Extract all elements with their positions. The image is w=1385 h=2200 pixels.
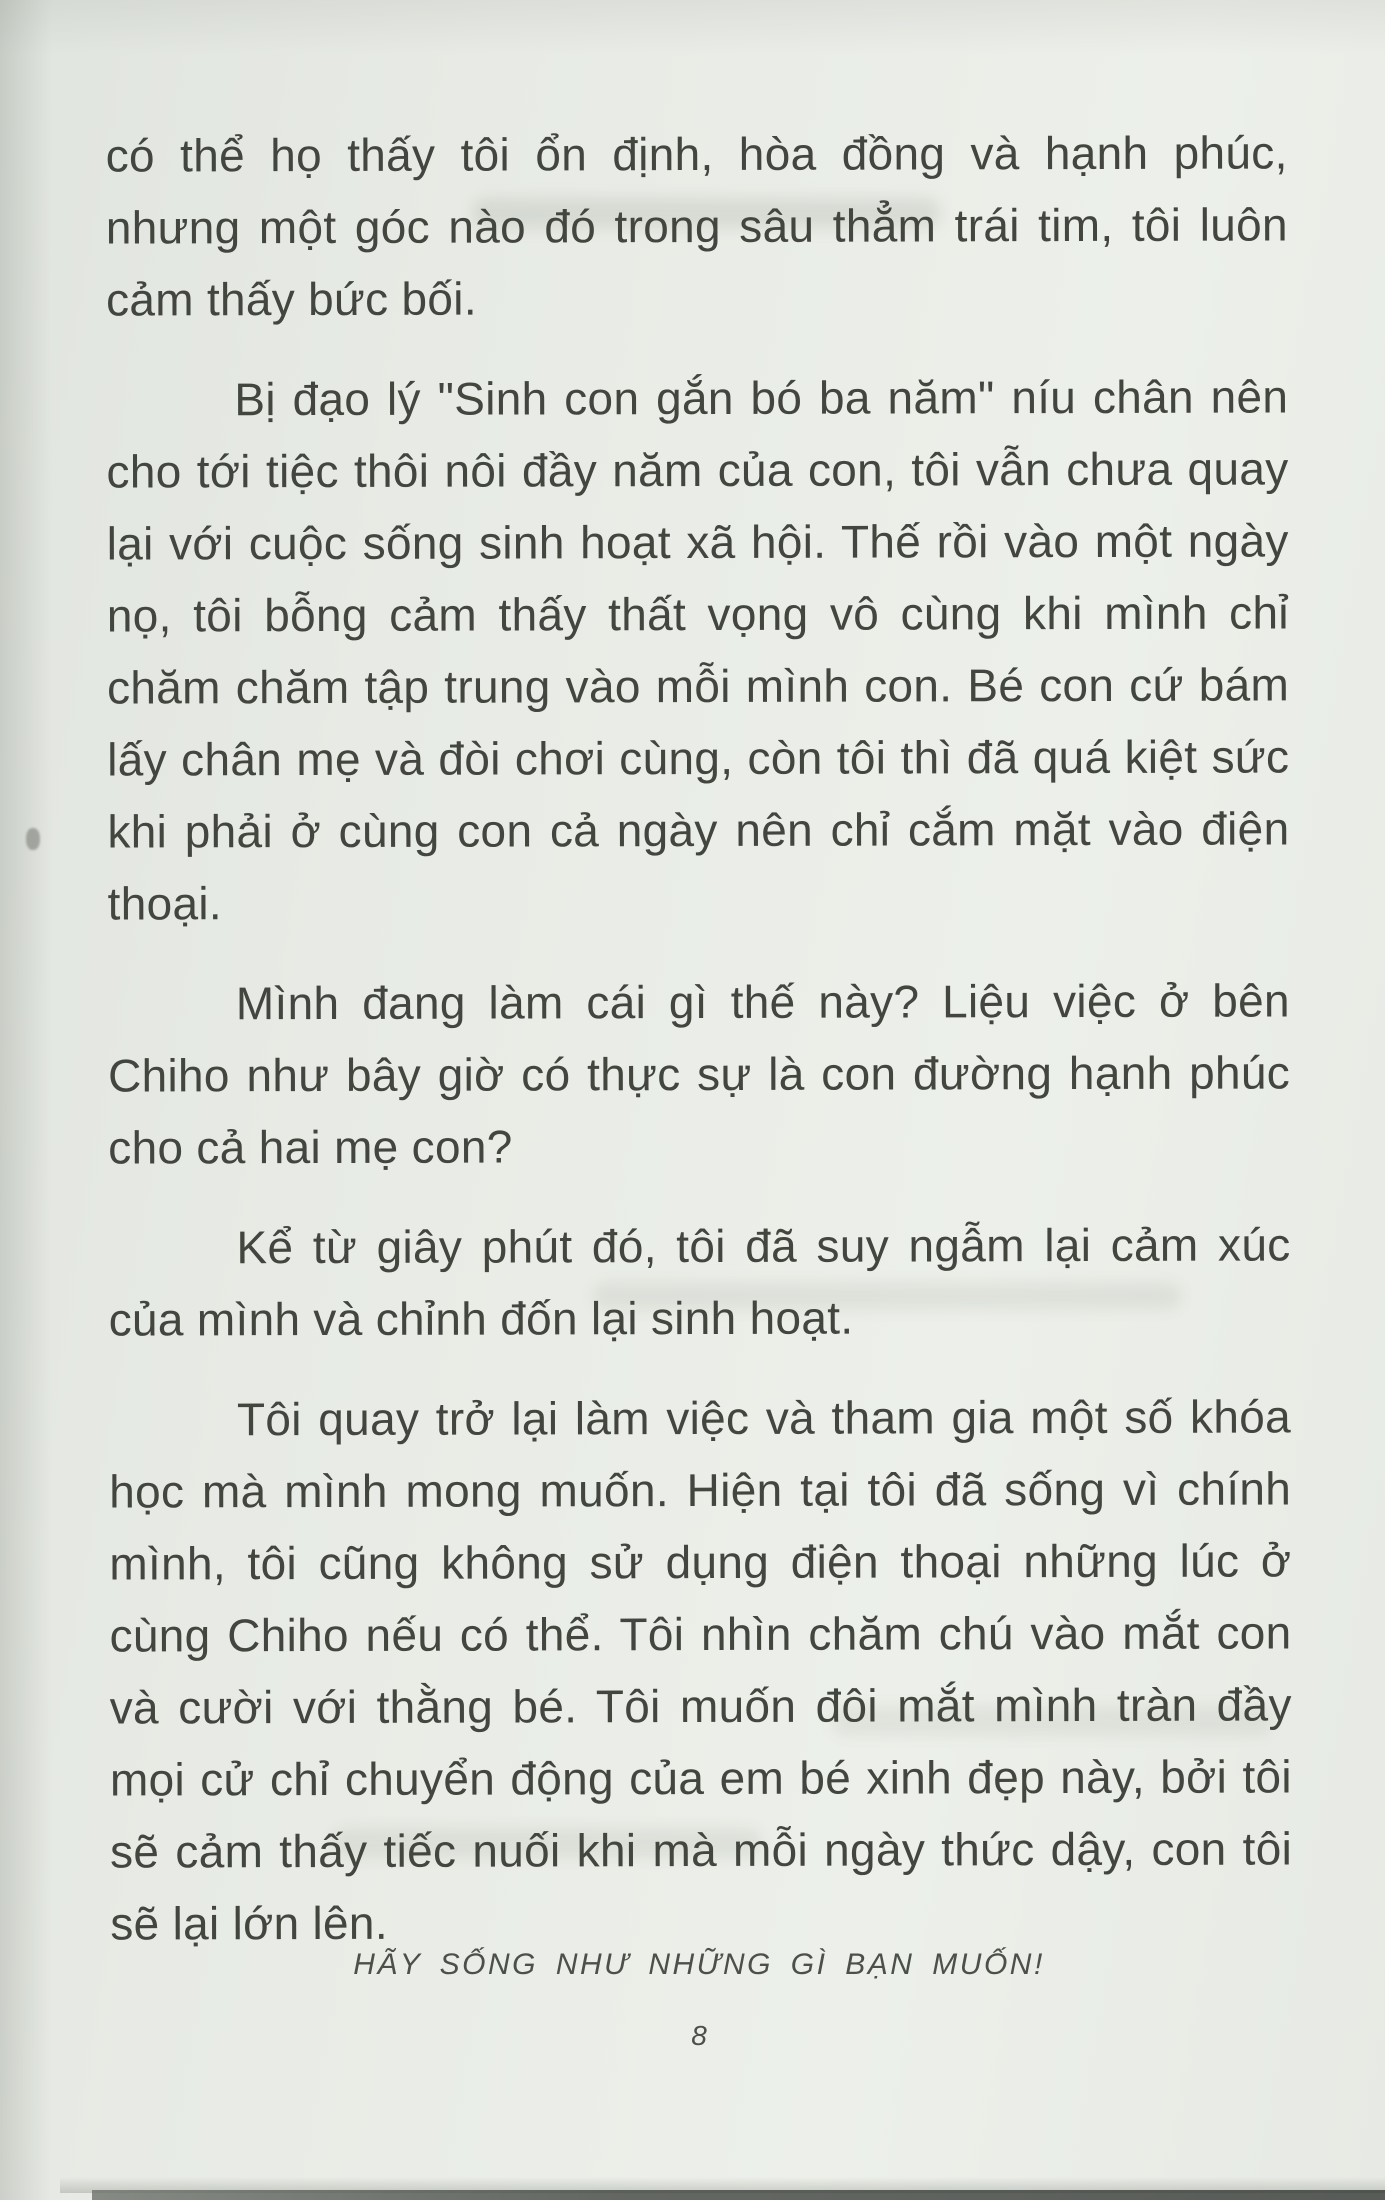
scan-speck [26,828,40,850]
scan-left-edge-shadow [0,0,52,2200]
running-footer-title: HÃY SỐNG NHƯ NHỮNG GÌ BẠN MUỐN! [353,1948,1045,1981]
page-number: 8 [691,2020,707,2051]
body-text [106,116,1293,1987]
body-paragraph: Kể từ giây phút đó, tôi đã suy ngẫm lại cảm xúc của mình và chỉnh đốn lại sinh hoạt. [108,1218,1291,1346]
body-paragraph: Tôi quay trở lại làm việc và tham gia một số khóa học mà mình mong muốn. Hiện tại tôi đã sống vì chính mình, tôi cũng không sử dụng điện thoại những lúc ở cùng Chiho nếu có thể. Tôi nhìn chăm chú vào mắt con và cười với thằng bé. Tôi muốn đôi mắt mình tràn đầy mọi cử chỉ chuyển động của em bé xinh đẹp này, bởi tôi sẽ cảm thấy tiếc nuối khi mà mỗi ngày thức dậy, con tôi sẽ lại lớn lên. [109,1390,1293,1950]
scan-top-edge-shadow [0,0,1385,55]
body-paragraph: Bị đạo lý "Sinh con gắn bó ba năm" níu chân nên cho tới tiệc thôi nôi đầy năm của con, tôi vẫn chưa quay lại với cuộc sống sinh hoạt xã hội. Thế rồi vào một ngày nọ, tôi bỗng cảm thấy thất vọng vô cùng khi mình chỉ chăm chăm tập trung vào mỗi mình con. Bé con cứ bám lấy chân mẹ và đòi chơi cùng, còn tôi thì đã quá kiệt sức khi phải ở cùng con cả ngày nên chỉ cắm mặt vào điện thoại. [106,370,1290,930]
scan-bottom-edge [92,2190,1385,2200]
body-paragraph: có thể họ thấy tôi ổn định, hòa đồng và hạnh phúc, nhưng một góc nào đó trong sâu thẳm trái tim, tôi luôn cảm thấy bức bối. [105,126,1288,326]
body-paragraph: Mình đang làm cái gì thế này? Liệu việc ở bên Chiho như bây giờ có thực sự là con đường hạnh phúc cho cả hai mẹ con? [107,974,1291,1174]
